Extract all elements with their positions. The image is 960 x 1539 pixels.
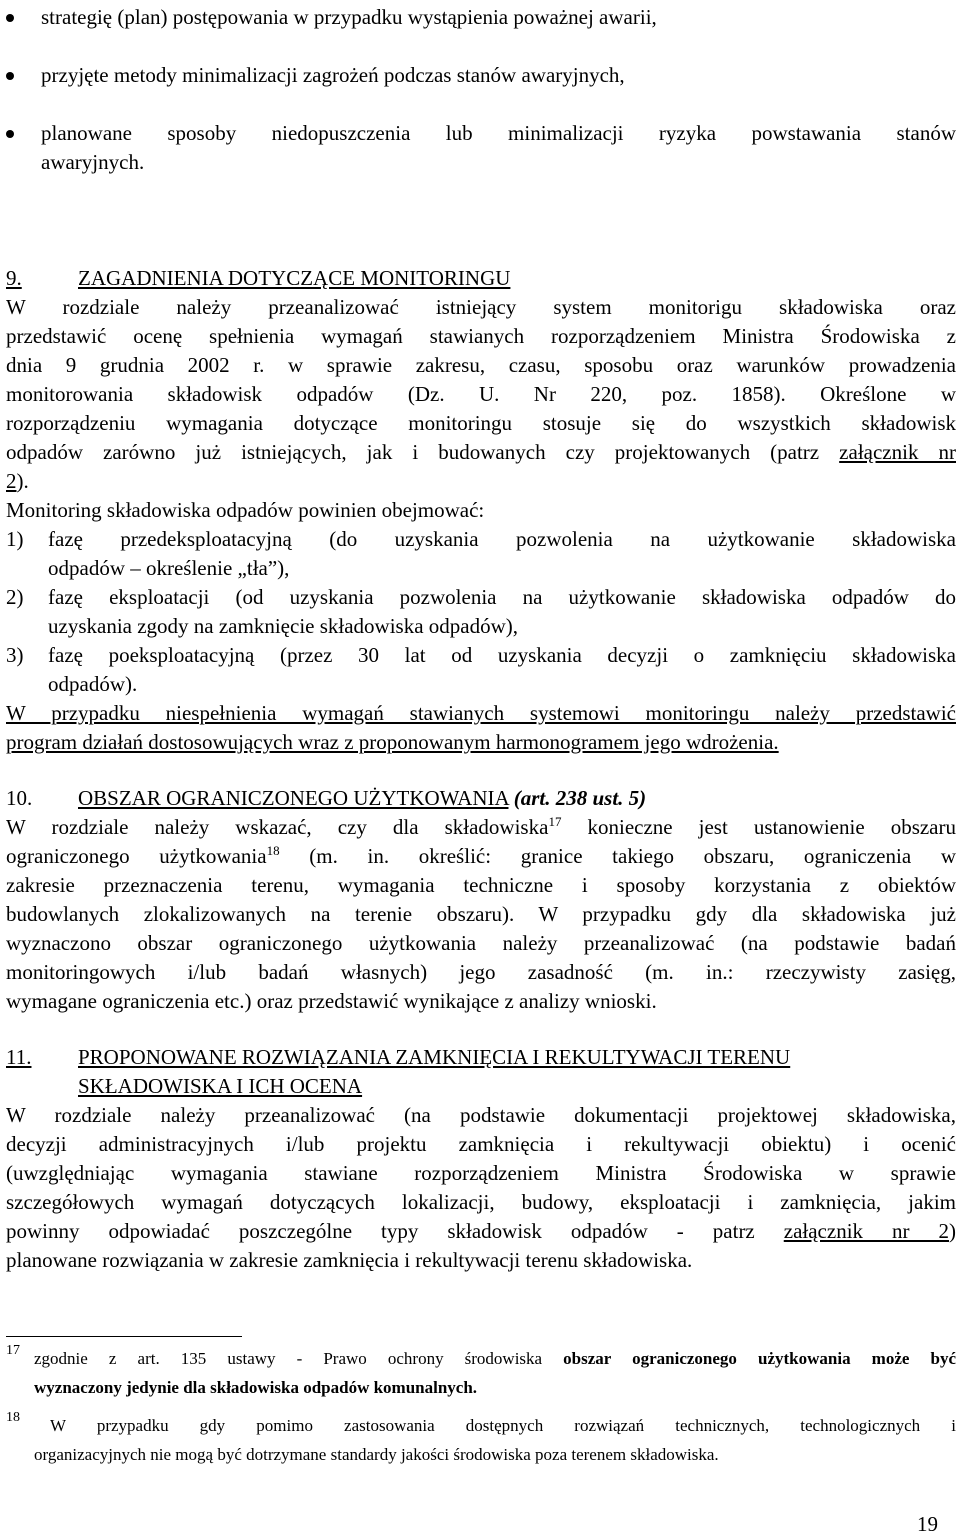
text-span: odpadów zarówno już istniejących, jak i budowanych czy projektowanych (patrz — [6, 440, 840, 464]
footnote-number: 17 — [6, 1343, 20, 1358]
bullet-text: przyjęte metody minimalizacji zagrożeń podczas stanów awaryjnych, — [41, 63, 625, 87]
paragraph-line: W rozdziale należy przeanalizować (na podstawie dokumentacji projektowej składowiska, — [6, 1103, 956, 1127]
text-span: ograniczonego użytkowania — [6, 844, 267, 868]
list-item — [6, 641, 956, 699]
section-number: 9. — [6, 266, 22, 290]
section-title: PROPONOWANE ROZWIĄZANIA ZAMKNIĘCIA I REKULTYWACJI TERENU — [78, 1045, 791, 1069]
section-title: OBSZAR OGRANICZONEGO UŻYTKOWANIA — [78, 786, 509, 810]
footnote-line: W przypadku gdy pomimo zastosowania dostępnych rozwiązań technicznych, technologicznych i — [50, 1416, 956, 1435]
bullet-item — [6, 3, 956, 32]
text-span: obszar ograniczonego użytkowania może być — [563, 1349, 956, 1368]
list-line: uzyskania zgody na zamknięcie składowiska odpadów), — [48, 614, 519, 638]
section-number: 11. — [6, 1045, 32, 1069]
section-11 — [6, 1043, 956, 1275]
paragraph-line: monitorowania składowisk odpadów (Dz. U. Nr 220, poz. 1858). Określone w — [6, 382, 956, 406]
text-span: ) — [949, 1219, 956, 1243]
paragraph-line: przedstawić ocenę spełnienia wymagań stawianych rozporządzeniem Ministra Środowiska z — [6, 324, 956, 348]
article-reference: (art. 238 ust. 5) — [513, 786, 647, 810]
text-span: W rozdziale należy wskazać, czy dla składowiska — [6, 815, 549, 839]
bullet-line: planowane sposoby niedopuszczenia lub minimalizacji ryzyka powstawania stanów — [41, 121, 956, 145]
section-title: ZAGADNIENIA DOTYCZĄCE MONITORINGU — [78, 266, 511, 290]
annex-link[interactable]: załącznik nr 2 — [783, 1219, 949, 1243]
paragraph-line: wymagane ograniczenia etc.) oraz przedstawić wynikające z analizy wnioski. — [6, 989, 657, 1013]
list-label: 2) — [6, 585, 24, 609]
list-line: fazę poeksploatacyjną (przez 30 lat od uzyskania decyzji o zamknięciu składowiska — [48, 643, 956, 667]
section-11-heading-cont — [6, 1072, 956, 1101]
bullet-line: awaryjnych. — [41, 150, 145, 174]
text-span: zgodnie z art. 135 ustawy - Prawo ochrony środowiska — [34, 1349, 564, 1368]
footnote-ref[interactable]: 18 — [266, 843, 280, 858]
list-label: 1) — [6, 527, 24, 551]
paragraph-line: monitoringowych i/lub badań własnych) jego zasadność (m. in.: rzeczywisty zasięg, — [6, 960, 956, 984]
footnote-line: wyznaczony jedynie dla składowiska odpadów komunalnych. — [34, 1378, 478, 1397]
bullet-icon — [6, 14, 14, 22]
list-label: 3) — [6, 643, 24, 667]
footnote-line — [34, 1344, 956, 1373]
footnote-ref[interactable]: 17 — [548, 814, 562, 829]
paragraph-line: dnia 9 grudnia 2002 r. w sprawie zakresu, czasu, sposobu oraz warunków prowadzenia — [6, 353, 956, 377]
list-line: fazę przedeksploatacyjną (do uzyskania pozwolenia na użytkowanie składowiska — [48, 527, 956, 551]
bullet-icon — [6, 72, 14, 80]
bullet-text: strategię (plan) postępowania w przypadku wystąpienia poważnej awarii, — [41, 5, 657, 29]
text-span: ). — [16, 469, 29, 493]
paragraph-line: zakresie przeznaczenia terenu, wymagania techniczne i sposoby korzystania z obiektów — [6, 873, 956, 897]
footnote-divider — [6, 1336, 242, 1337]
section-11-heading — [6, 1043, 956, 1072]
page-number: 19 — [917, 1512, 938, 1536]
footnote-number: 18 — [6, 1410, 20, 1425]
paragraph-line: (uwzględniając wymagania stawiane rozporządzeniem Ministra Środowiska w sprawie — [6, 1161, 956, 1185]
list-item — [6, 525, 956, 583]
bullet-text — [41, 119, 956, 177]
annex-link[interactable]: załącznik nr — [839, 440, 956, 464]
paragraph-line: rozporządzeniu wymagania dotyczące monitoringu stosuje się do wszystkich składowisk — [6, 411, 956, 435]
paragraph-line — [6, 813, 956, 842]
list-line: odpadów). — [48, 672, 138, 696]
paragraph-line: W rozdziale należy przeanalizować istniejący system monitorigu składowiska oraz — [6, 295, 956, 319]
bullet-item — [6, 61, 956, 90]
paragraph-line: planowane rozwiązania w zakresie zamknięcia i rekultywacji terenu składowiska. — [6, 1248, 693, 1272]
note-line: W przypadku niespełnienia wymagań stawianych systemowi monitoringu należy przedstawić — [6, 701, 956, 725]
paragraph-line — [6, 438, 956, 467]
text-span: konieczne jest ustanowienie obszaru — [561, 815, 956, 839]
section-number: 10. — [6, 786, 33, 810]
section-10-heading — [6, 784, 956, 813]
paragraph-line: szczegółowych wymagań dotyczących lokalizacji, budowy, eksploatacji i zamknięcia, jakim — [6, 1190, 956, 1214]
paragraph-line — [6, 842, 956, 871]
note-line: program działań dostosowujących wraz z proponowanym harmonogramem jego wdrożenia. — [6, 730, 779, 754]
footnote-17 — [6, 1344, 956, 1402]
bullet-item — [6, 119, 956, 177]
paragraph-line: Monitoring składowiska odpadów powinien obejmować: — [6, 498, 485, 522]
paragraph-line: budowlanych zlokalizowanych na terenie obszaru). W przypadku gdy dla składowiska już — [6, 902, 956, 926]
text-span: powinny odpowiadać poszczególne typy składowisk odpadów - patrz — [6, 1219, 784, 1243]
paragraph-line — [6, 1217, 956, 1246]
section-9-heading — [6, 264, 956, 293]
annex-link[interactable]: 2 — [6, 469, 17, 493]
section-title: SKŁADOWISKA I ICH OCENA — [78, 1074, 363, 1098]
paragraph-line — [6, 467, 956, 496]
list-line: fazę eksploatacji (od uzyskania pozwolenia na użytkowanie składowiska odpadów do — [48, 585, 956, 609]
footnote-line: organizacyjnych nie mogą być dotrzymane standardy jakości środowiska poza terenem składowiska. — [34, 1445, 719, 1464]
footnote-18 — [6, 1411, 956, 1469]
section-10 — [6, 784, 956, 1016]
text-span: (m. in. określić: granice takiego obszaru, ograniczenia w — [279, 844, 956, 868]
list-line: odpadów – określenie „tła”), — [48, 556, 290, 580]
section-9 — [6, 264, 956, 757]
paragraph-line: decyzji administracyjnych i/lub projektu zamknięcia i rekultywacji obiektu) i ocenić — [6, 1132, 956, 1156]
list-item — [6, 583, 956, 641]
bullet-icon — [6, 130, 14, 138]
paragraph-line: wyznaczono obszar ograniczonego użytkowania należy przeanalizować (na podstawie badań — [6, 931, 956, 955]
